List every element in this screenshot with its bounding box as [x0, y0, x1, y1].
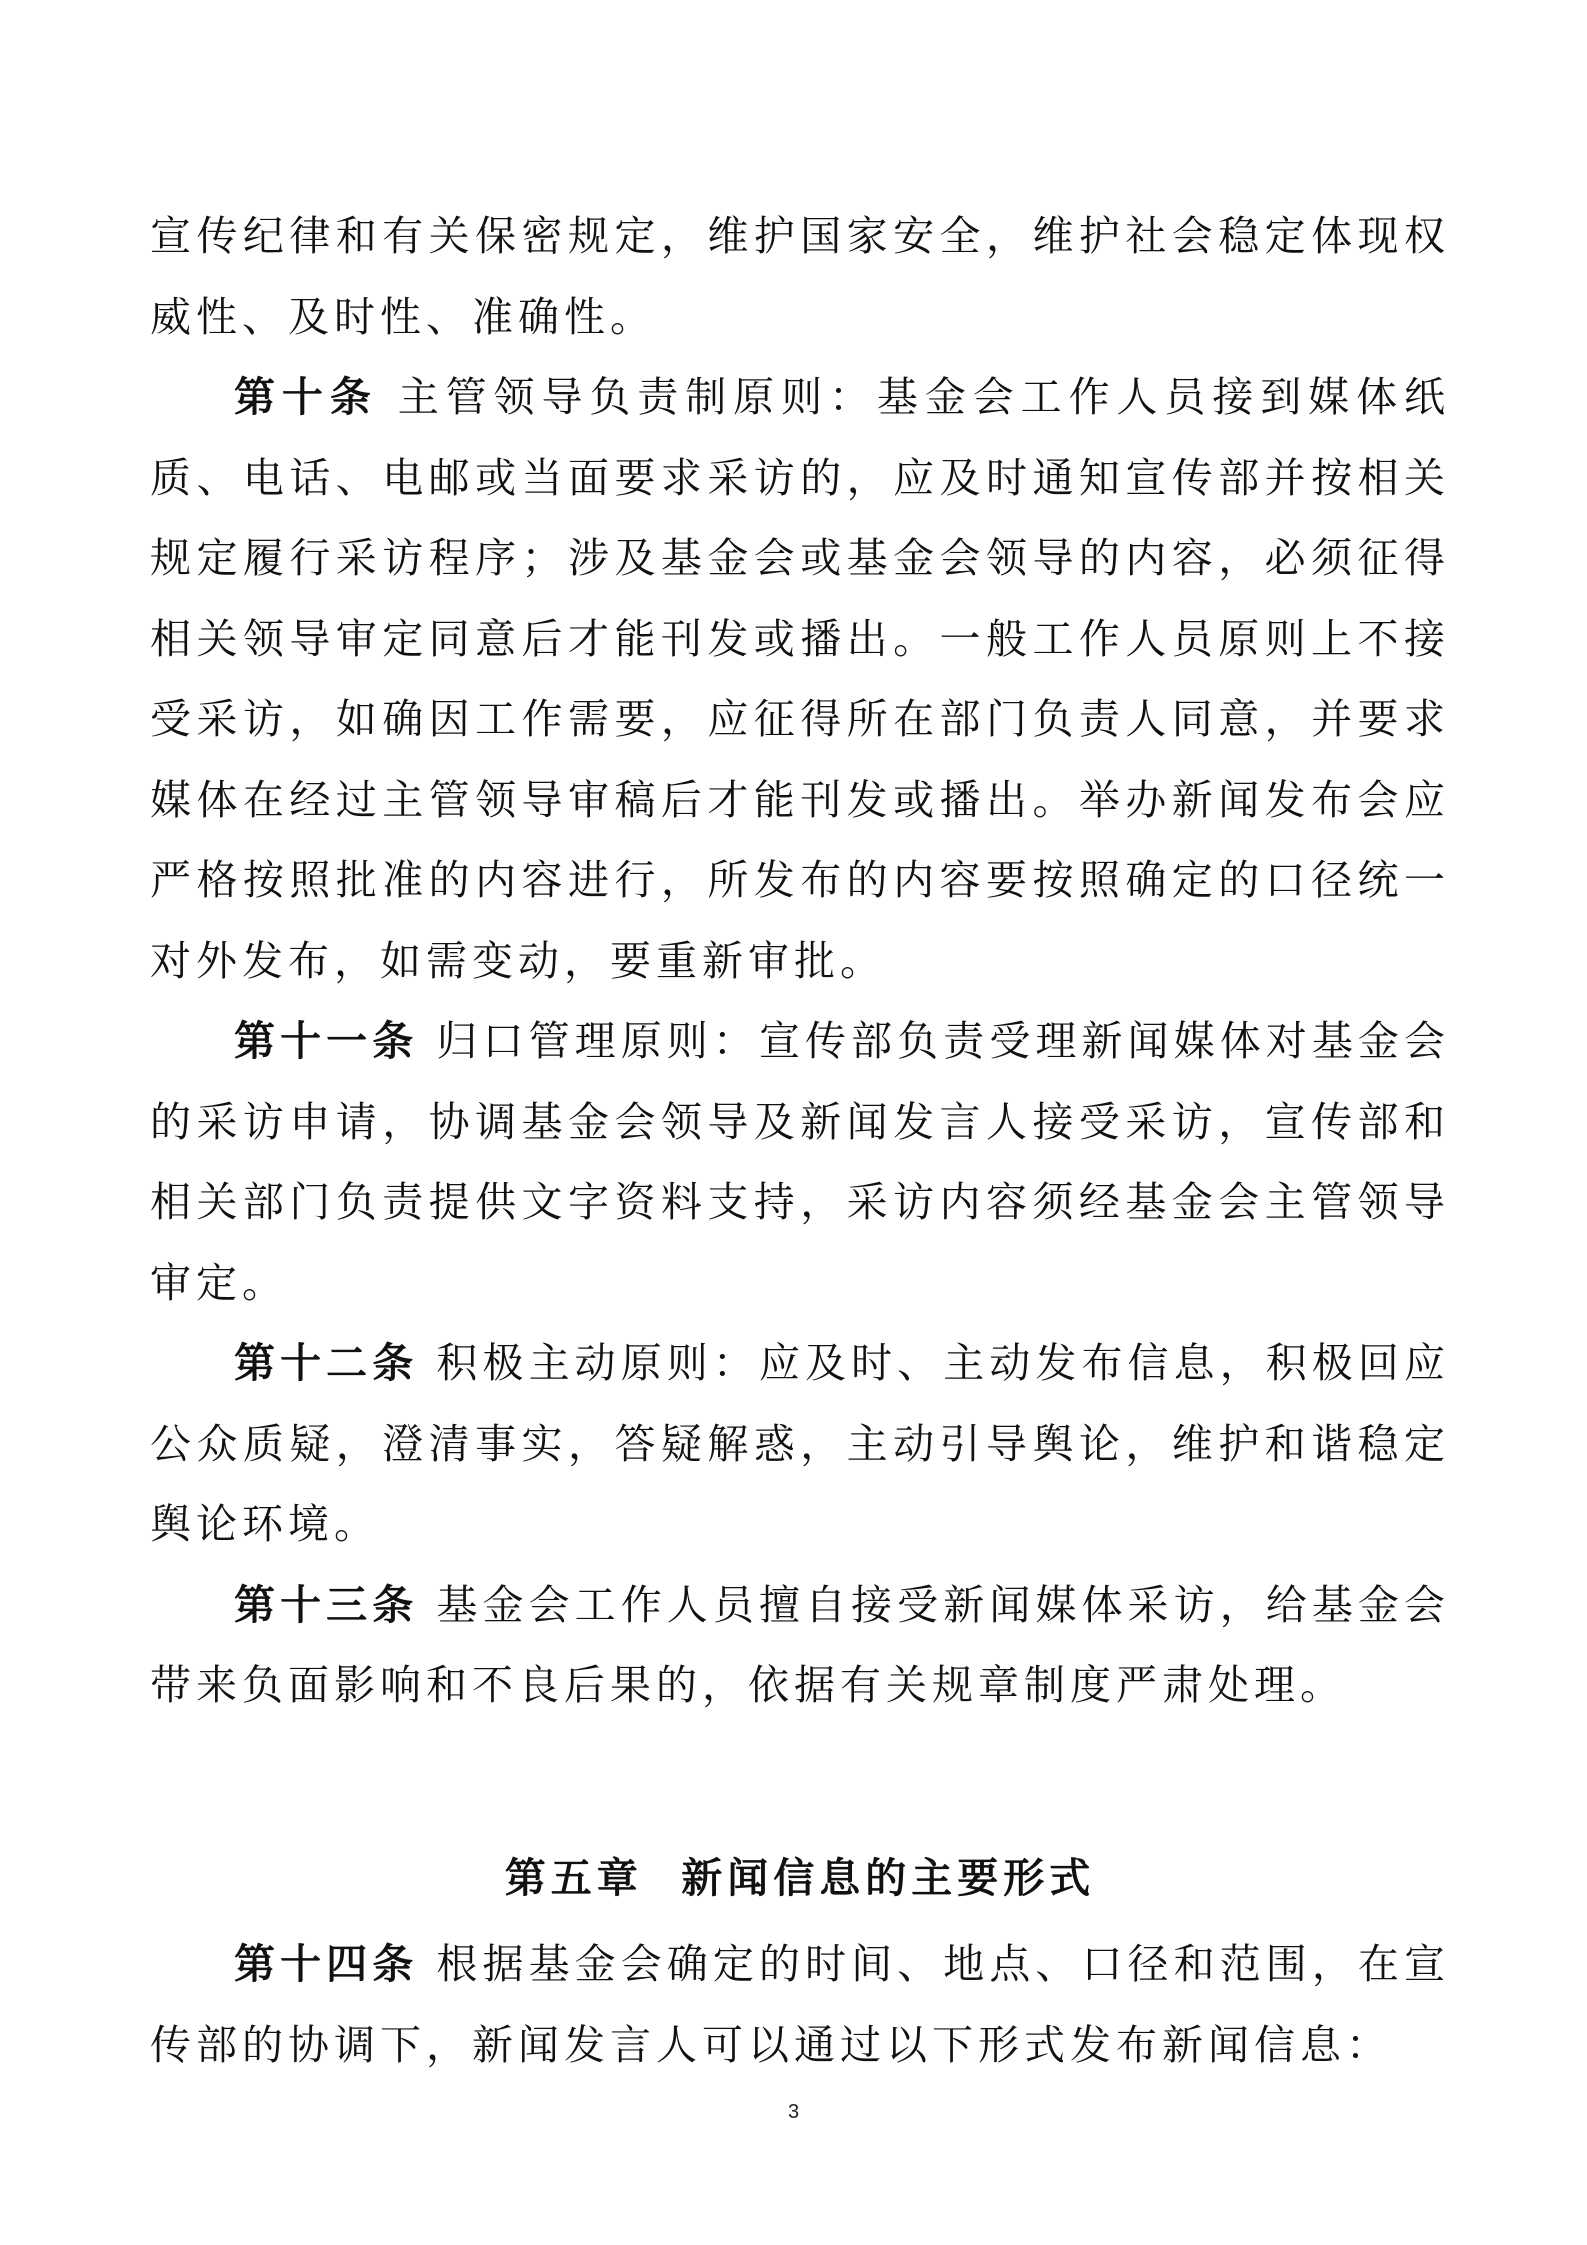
paragraph-continuation [150, 196, 1450, 357]
article-text: 基金会工作人员擅自接受新闻媒体采访，给基金会带来负面影响和不良后果的，依据有关规章制度严肃处理。 [150, 1580, 1450, 1709]
article-text: 积极主动原则：应及时、主动发布信息，积极回应公众质疑，澄清事实，答疑解惑，主动引导舆论，维护和谐稳定舆论环境。 [150, 1339, 1450, 1548]
chapter-heading: 第五章 新闻信息的主要形式 [504, 1853, 1096, 1902]
article-label: 第十一条 [234, 1017, 419, 1065]
article-label: 第十二条 [234, 1339, 419, 1387]
article-label: 第十四条 [234, 1940, 419, 1988]
article-label: 第十三条 [234, 1580, 419, 1629]
article-text: 归口管理原则：宣传部负责受理新闻媒体对基金会的采访申请，协调基金会领导及新闻发言人接受采访，宣传部和相关部门负责提供文字资料支持，采访内容须经基金会主管领导审定。 [150, 1017, 1450, 1307]
article-12 [150, 1323, 1450, 1565]
document-body [150, 196, 1450, 2085]
article-14 [150, 1924, 1450, 2085]
paragraph-text: 宣传纪律和有关保密规定，维护国家安全，维护社会稳定体现权威性、及时性、准确性。 [150, 212, 1450, 341]
page-number: 3 [787, 2101, 800, 2123]
article-text: 根据基金会确定的时间、地点、口径和范围，在宣传部的协调下，新闻发言人可以通过以下形式发布新闻信息： [150, 1940, 1450, 2069]
article-text: 主管领导负责制原则：基金会工作人员接到媒体纸质、电话、电邮或当面要求采访的，应及时通知宣传部并按相关规定履行采访程序；涉及基金会或基金会领导的内容，必须征得相关领导审定同意后才能刊发或播出。一般工作人员原则上不接受采访，如确因工作需要，应征得所在部门负责人同意，并要求媒体在经过主管领导审稿后才能刊发或播出。举办新闻发布会应严格按照批准的内容进行，所发布的内容要按照确定的口径统一对外发布，如需变动，要重新审批。 [150, 373, 1450, 985]
article-13 [150, 1565, 1450, 1726]
article-label: 第十条 [234, 373, 378, 421]
article-10 [150, 357, 1450, 1001]
article-11 [150, 1001, 1450, 1323]
